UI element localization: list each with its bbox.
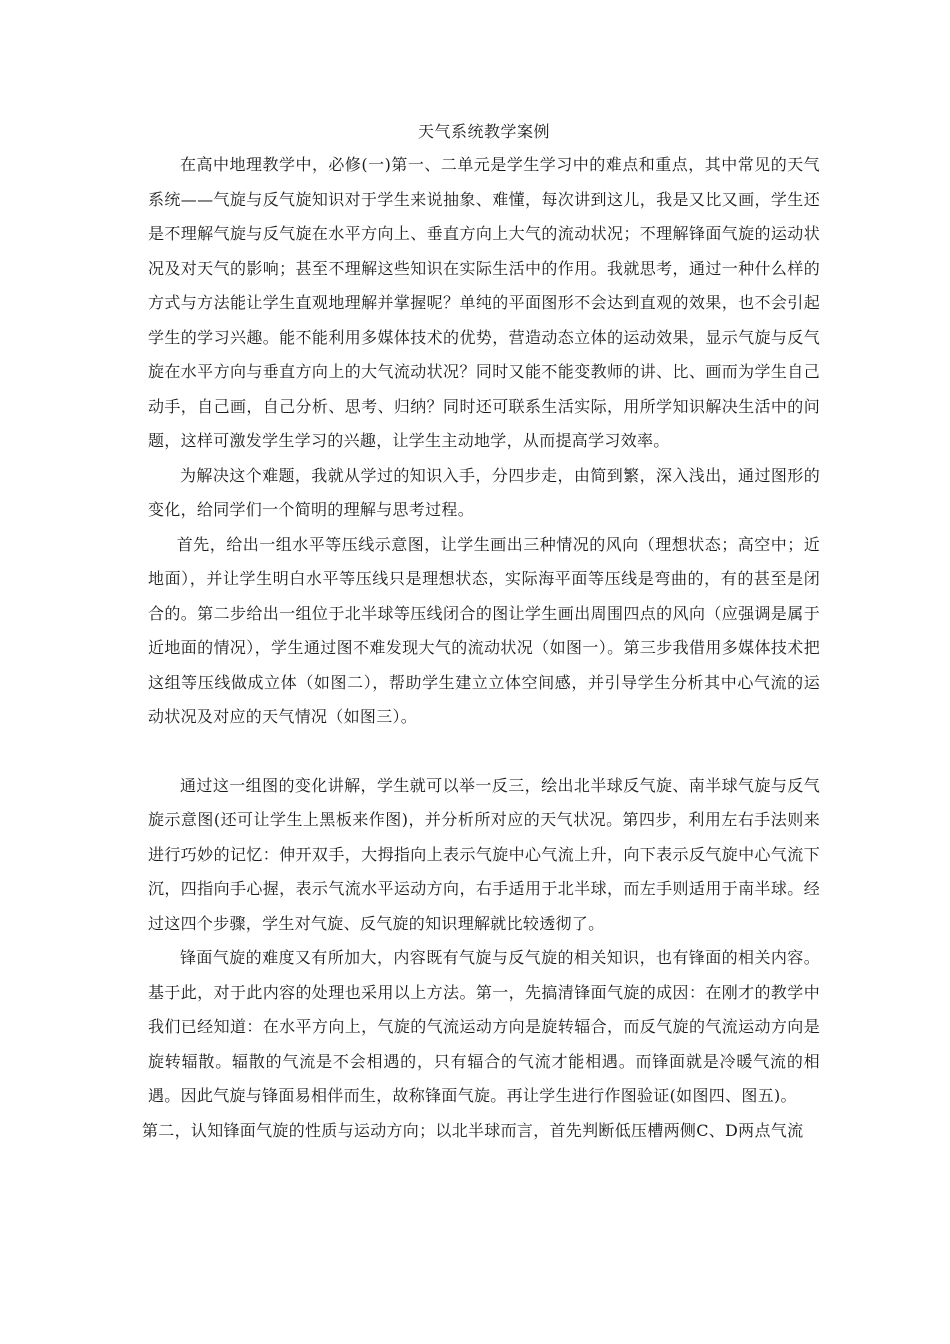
paragraph-1: 在高中地理教学中，必修(一)第一、二单元是学生学习中的难点和重点，其中常见的天气系统——气旋与反气旋知识对于学生来说抽象、难懂，每次讲到这儿，我是又比又画，学生还是不理解气旋与反气旋在水平方向上、垂直方向上大气的流动状况；不理解锋面气旋的运动状况及对天气的影响；甚至不理解这些知识在实际生活中的作用。我就思考，通过一种什么样的方式与方法能让学生直观地理解并掌握呢？单纯的平面图形不会达到直观的效果，也不会引起学生的学习兴趣。能不能利用多媒体技术的优势，营造动态立体的运动效果，显示气旋与反气旋在水平方向与垂直方向上的大气流动状况？同时又能不能变教师的讲、比、画而为学生自己动手，自己画，自己分析、思考、归纳？同时还可联系生活实际，用所学知识解决生活中的问题，这样可激发学生学习的兴趣，让学生主动地学，从而提高学习效率。 — [148, 155, 820, 450]
paragraph-spacer — [148, 735, 820, 769]
paragraph-2: 为解决这个难题，我就从学过的知识入手，分四步走，由简到繁，深入浅出，通过图形的变化，给同学们一个简明的理解与思考过程。 — [148, 465, 820, 519]
paragraph-3: 首先，给出一组水平等压线示意图，让学生画出三种情况的风向（理想状态；高空中；近地面），并让学生明白水平等压线只是理想状态，实际海平面等压线是弯曲的，有的甚至是闭合的。第二步给出一组位于北半球等压线闭合的图让学生画出周围四点的风向（应强调是属于近地面的情况），学生通过图不难发现大气的流动状况（如图一）。第三步我借用多媒体技术把这组等压线做成立体（如图二），帮助学生建立立体空间感，并引导学生分析其中心气流的运动状况及对应的天气情况（如图三）。 — [148, 534, 820, 726]
paragraph-4: 通过这一组图的变化讲解，学生就可以举一反三，绘出北半球反气旋、南半球气旋与反气旋示意图(还可让学生上黑板来作图)，并分析所对应的天气状况。第四步，利用左右手法则来进行巧妙的记忆：伸开双手，大拇指向上表示气旋中心气流上升，向下表示反气旋中心气流下沉，四指向手心握，表示气流水平运动方向，右手适用于北半球，而左手则适用于南半球。经过这四个步骤，学生对气旋、反气旋的知识理解就比较透彻了。 — [148, 775, 820, 933]
document-title: 天气系统教学案例 — [417, 122, 550, 141]
paragraph-6: 第二，认知锋面气旋的性质与运动方向；以北半球而言，首先判断低压槽两侧C、D两点气流 — [142, 1120, 804, 1140]
paragraph-5: 锋面气旋的难度又有所加大，内容既有气旋与反气旋的相关知识，也有锋面的相关内容。基于此，对于此内容的处理也采用以上方法。第一，先搞清锋面气旋的成因：在刚才的教学中我们已经知道：在水平方向上，气旋的气流运动方向是旋转辐合，而反气旋的气流运动方向是旋转辐散。辐散的气流是不会相遇的，只有辐合的气流才能相遇。而锋面就是冷暖气流的相遇。因此气旋与锋面易相伴而生，故称锋面气旋。再让学生进行作图验证(如图四、图五)。 — [148, 948, 820, 1105]
